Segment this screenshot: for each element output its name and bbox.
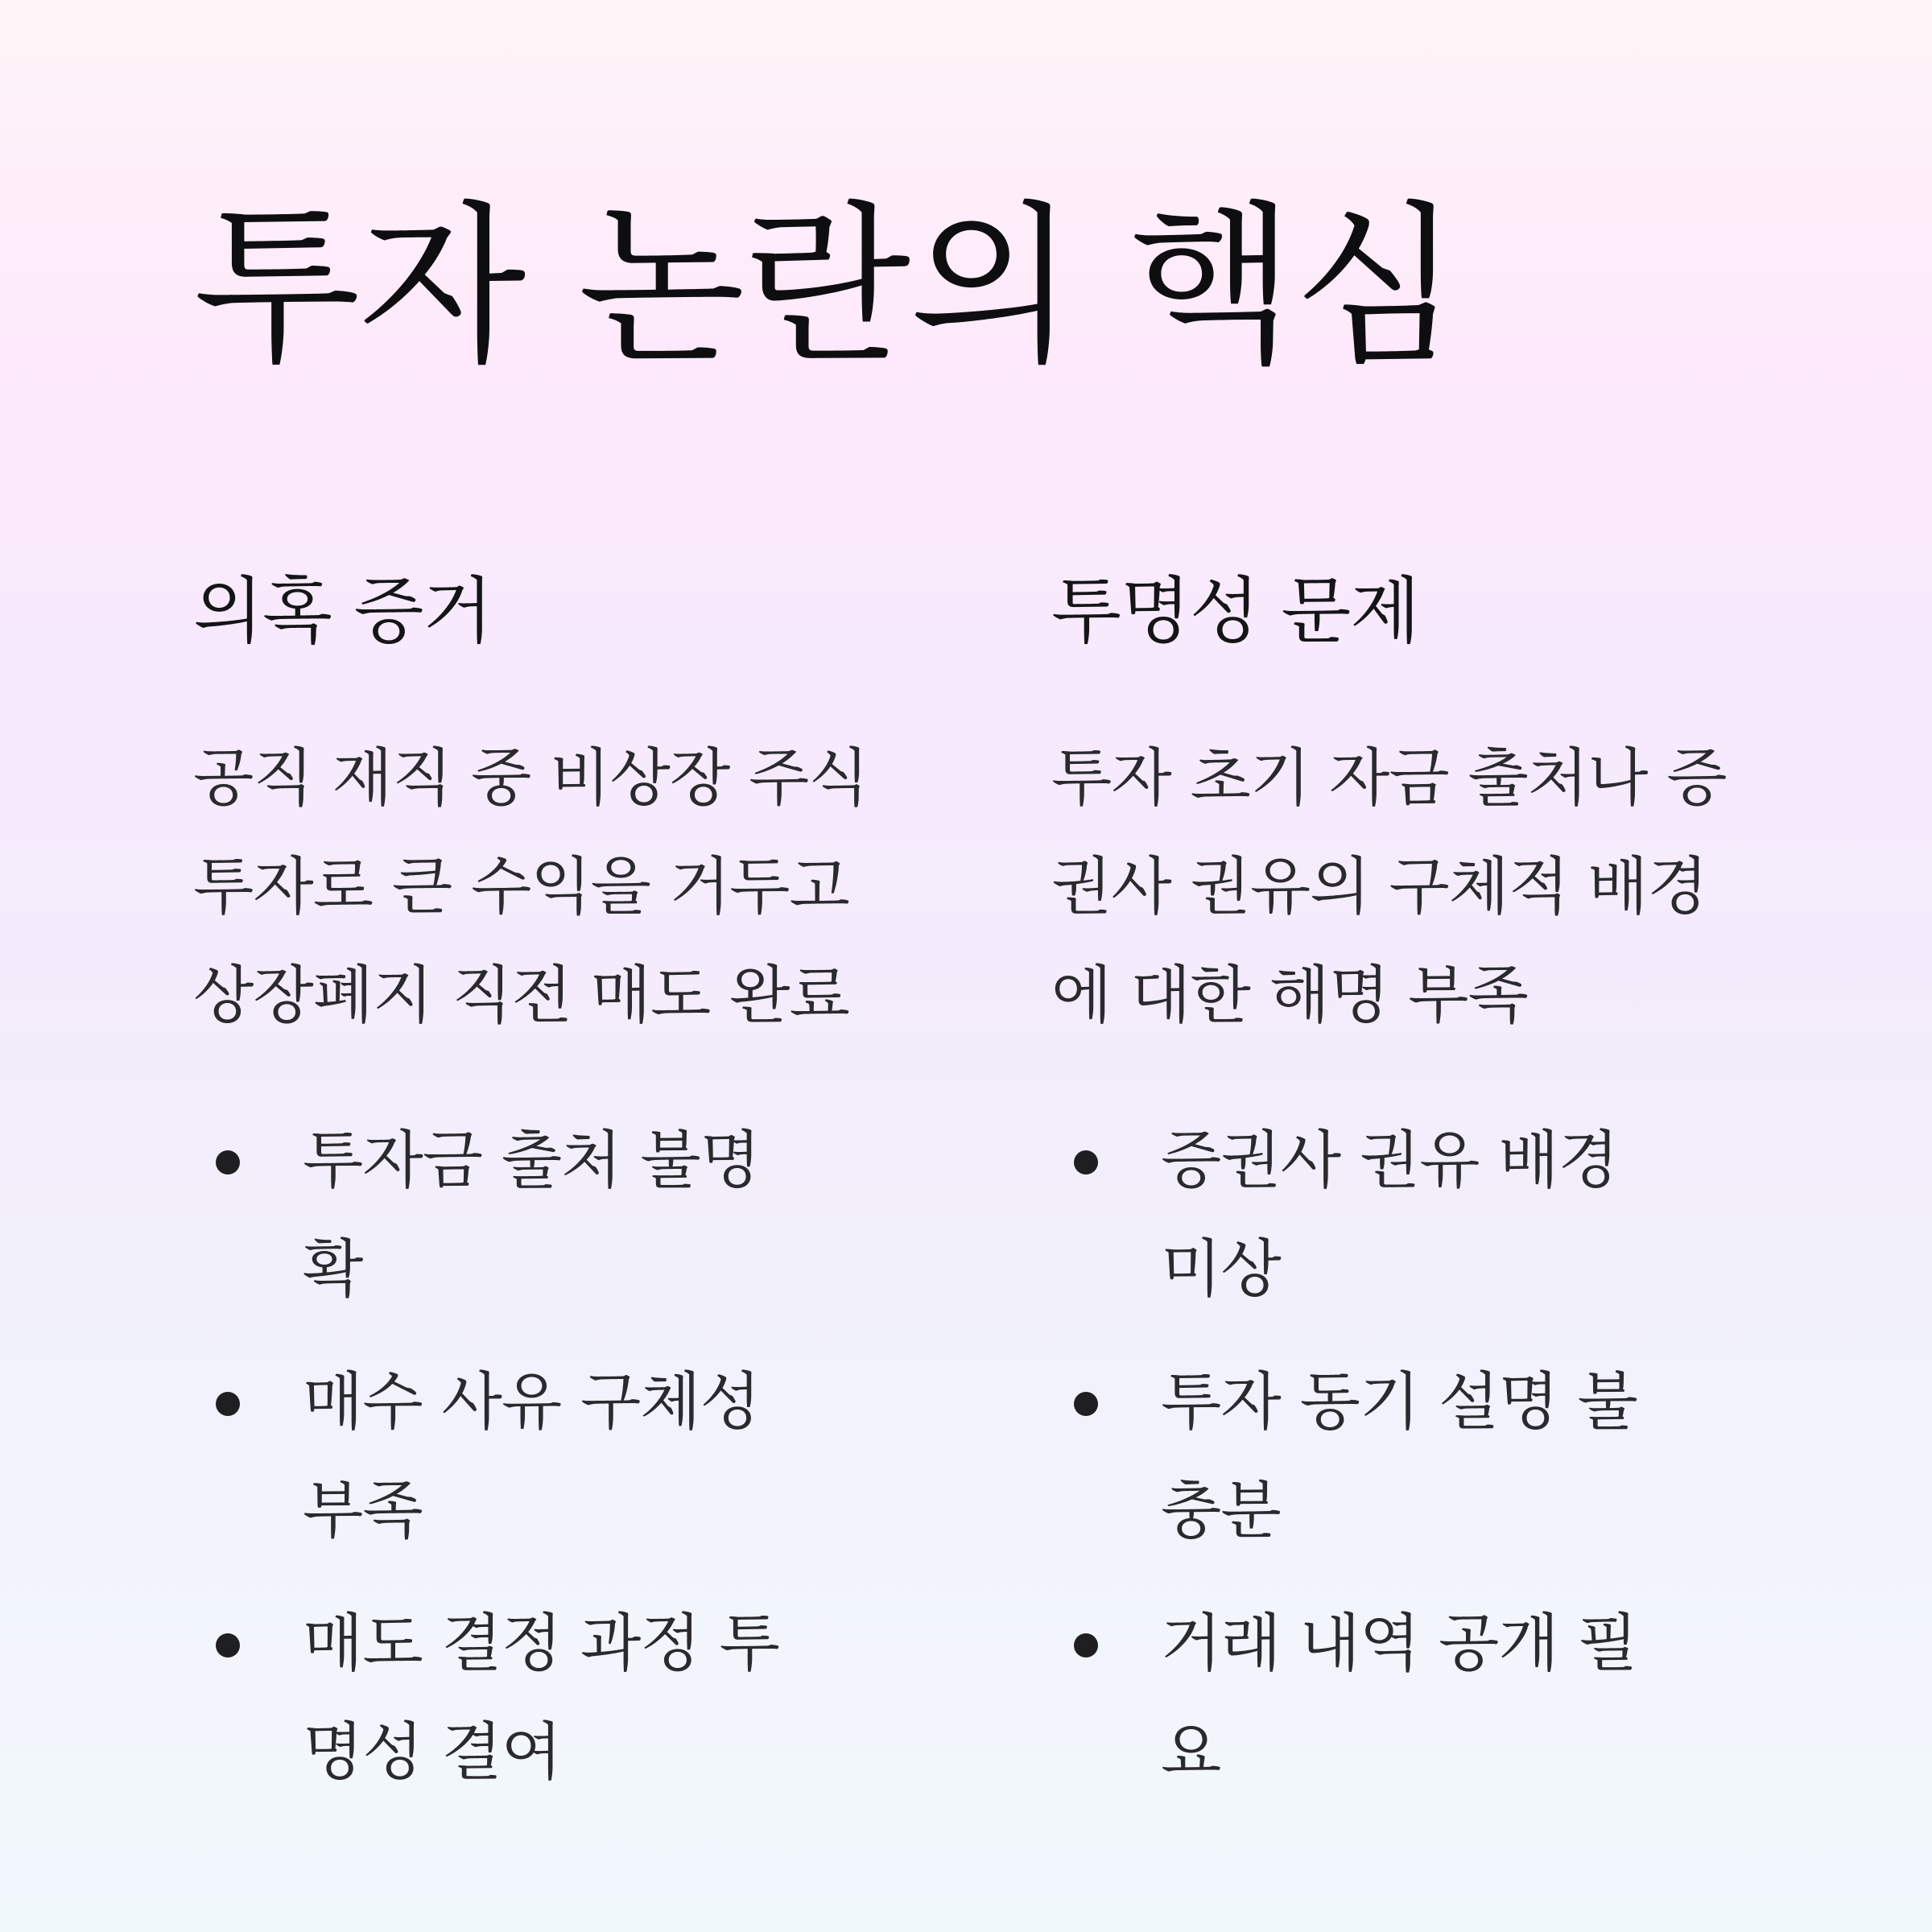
list-item [1051, 1107, 1676, 1324]
list-item-text: 증권사 권유 배경 미상 [1161, 1125, 1619, 1306]
list-item [193, 1348, 818, 1566]
evidence-column [193, 555, 918, 1831]
bullet-icon [1074, 1633, 1098, 1657]
evidence-bullet-list [193, 1107, 918, 1807]
list-item [193, 1107, 818, 1324]
transparency-column [1051, 555, 1776, 1831]
evidence-heading: 의혹 증거 [193, 569, 493, 654]
list-item-text: 매수 사유 구체성 부족 [303, 1366, 761, 1547]
transparency-heading: 투명성 문제 [1051, 569, 1420, 654]
bullet-icon [1074, 1150, 1098, 1174]
bullet-icon [216, 1392, 240, 1416]
list-item [1051, 1590, 1676, 1807]
bullet-icon [1074, 1392, 1098, 1416]
list-item-text: 투자금 출처 불명확 [303, 1125, 761, 1306]
list-item [1051, 1348, 1676, 1566]
evidence-body: 공직 재직 중 비상장 주식 투자로 큰 수익을 거두고 상장폐지 직전 매도 완료 [193, 742, 869, 1032]
bullet-icon [216, 1633, 240, 1657]
list-item [193, 1590, 818, 1807]
list-item-text: 매도 결정 과정 투명성 결여 [303, 1608, 779, 1789]
bullet-icon [216, 1150, 240, 1174]
transparency-body: 투자 초기 자금 출처나 증권사 권유의 구체적 배경에 대한 해명 부족 [1051, 742, 1727, 1032]
transparency-bullet-list [1051, 1107, 1776, 1807]
list-item-text: 거래 내역 공개 필요 [1161, 1608, 1637, 1789]
page-title: 투자 논란의 핵심 [193, 185, 1459, 387]
list-item-text: 투자 동기 설명 불충분 [1161, 1366, 1637, 1547]
